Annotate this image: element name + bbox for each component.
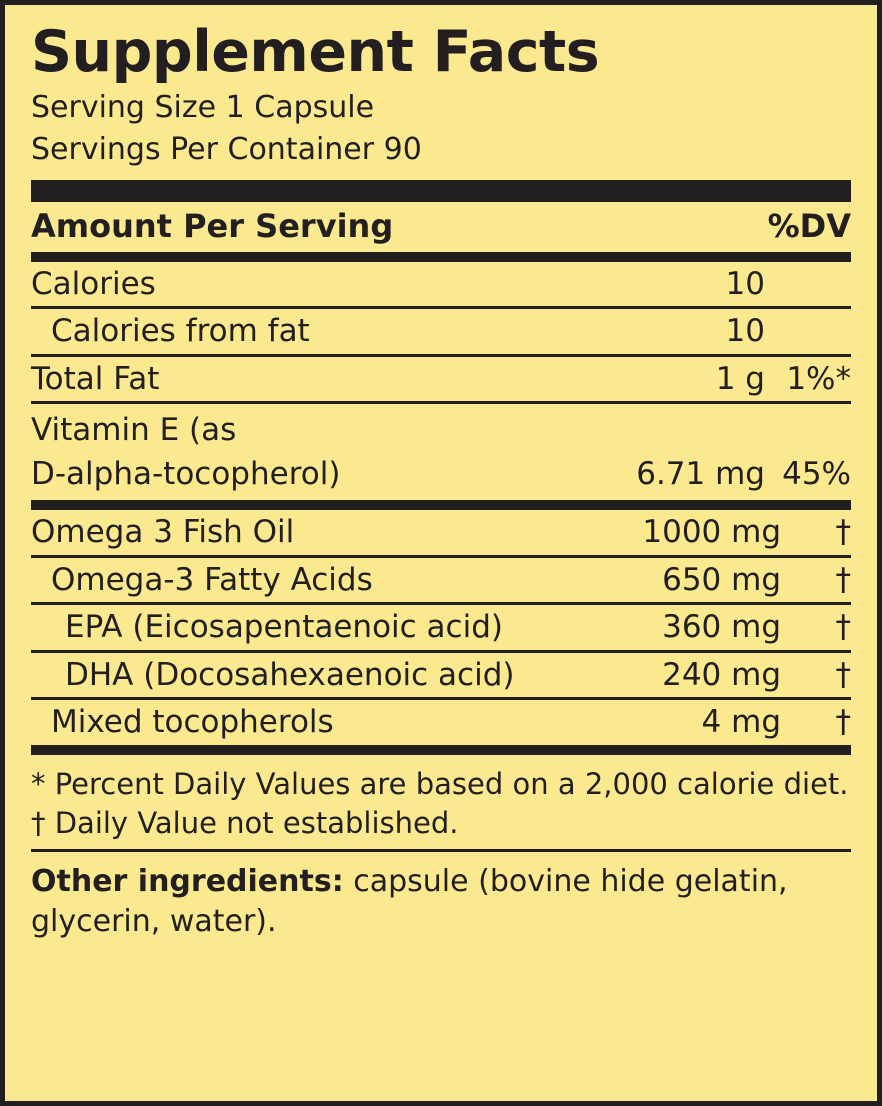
serving-size: Serving Size 1 Capsule xyxy=(31,90,375,126)
footnote-daily-value: * Percent Daily Values are based on a 2,000 calorie diet. xyxy=(31,766,849,801)
table-row xyxy=(31,404,851,500)
other-ingredients-label: Other ingredients: xyxy=(31,863,344,899)
table-header-row xyxy=(31,202,851,252)
nutrient-dv: † xyxy=(835,704,851,741)
footnotes xyxy=(31,755,851,849)
nutrient-amount: 10 xyxy=(725,265,765,302)
nutrient-name: DHA (Docosahexaenoic acid) xyxy=(65,656,515,693)
nutrient-name-line1: Vitamin E (as xyxy=(31,412,237,449)
nutrient-dv: † xyxy=(835,656,851,693)
table-row xyxy=(31,558,851,603)
divider-medium-1 xyxy=(31,252,851,262)
nutrient-amount: 360 mg xyxy=(662,609,781,646)
page-title: Supplement Facts xyxy=(31,19,600,85)
nutrient-dv: 45% xyxy=(782,456,851,493)
table-row xyxy=(31,357,851,402)
nutrient-name: Omega-3 Fatty Acids xyxy=(51,561,373,598)
nutrient-dv: † xyxy=(835,609,851,646)
nutrient-name: Mixed tocopherols xyxy=(51,704,334,741)
divider-medium-2 xyxy=(31,500,851,510)
nutrient-dv: † xyxy=(835,561,851,598)
percent-dv-header: %DV xyxy=(767,206,851,245)
nutrient-name: Omega 3 Fish Oil xyxy=(31,514,295,551)
table-row xyxy=(31,510,851,555)
amount-per-serving-header: Amount Per Serving xyxy=(31,206,394,245)
table-row xyxy=(31,262,851,307)
footnote-dagger: † Daily Value not established. xyxy=(31,805,459,840)
nutrient-dv: 1%* xyxy=(786,360,851,397)
servings-per-container: Servings Per Container 90 xyxy=(31,131,422,167)
other-ingredients xyxy=(31,852,851,942)
table-row xyxy=(31,605,851,650)
table-row xyxy=(31,700,851,745)
table-row xyxy=(31,653,851,698)
nutrient-amount: 6.71 mg xyxy=(636,456,765,493)
nutrient-name: Total Fat xyxy=(31,360,160,397)
table-row xyxy=(31,309,851,354)
divider-thick-top xyxy=(31,180,851,202)
nutrient-amount: 1000 mg xyxy=(642,514,781,551)
nutrient-amount: 1 g xyxy=(715,360,765,397)
nutrient-amount: 240 mg xyxy=(662,656,781,693)
nutrient-name-line2: D-alpha-tocopherol) xyxy=(31,456,341,493)
other-ingredients-text: capsule (bovine hide gelatin, glycerin, water). xyxy=(31,863,788,939)
divider-medium-3 xyxy=(31,745,851,755)
nutrient-amount: 10 xyxy=(725,313,765,350)
nutrient-name: EPA (Eicosapentaenoic acid) xyxy=(65,609,503,646)
nutrient-amount: 4 mg xyxy=(701,704,781,741)
nutrient-dv: † xyxy=(835,514,851,551)
nutrient-name: Calories xyxy=(31,265,156,302)
nutrient-amount: 650 mg xyxy=(662,561,781,598)
nutrient-name: Calories from fat xyxy=(51,313,310,350)
